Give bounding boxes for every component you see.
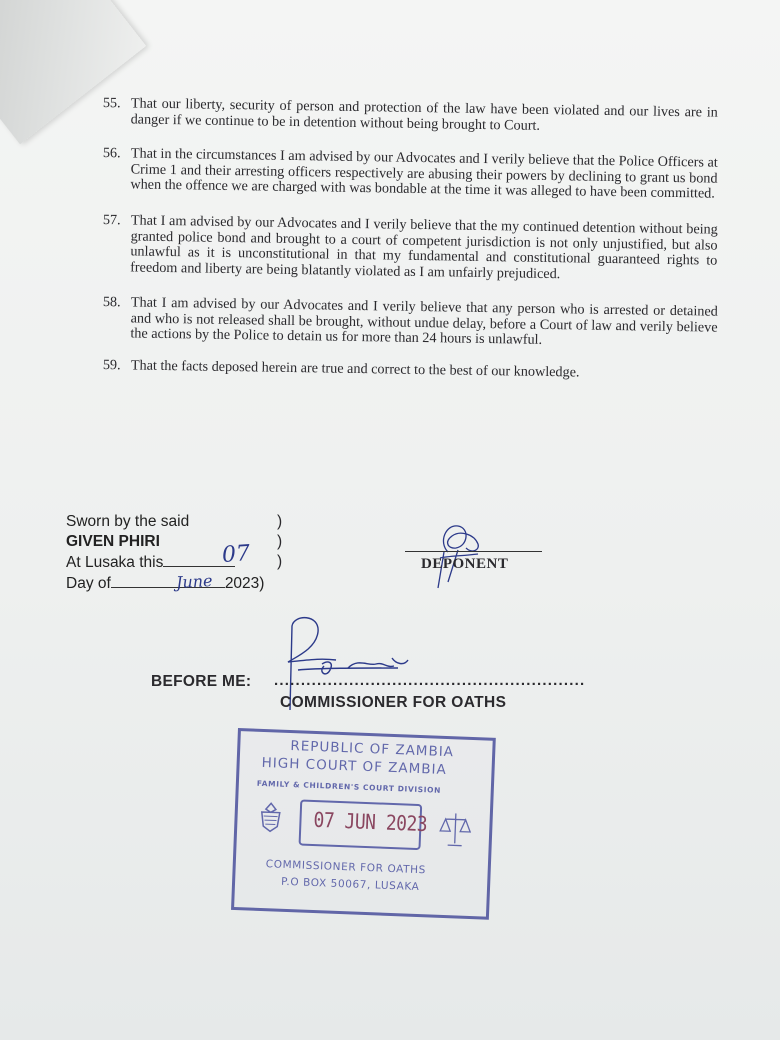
stamp-republic: REPUBLIC OF ZAMBIA	[290, 738, 455, 761]
stamp-commissioner: COMMISSIONER FOR OATHS	[265, 858, 427, 877]
paragraph-59	[103, 358, 718, 383]
jurat-day-line	[66, 573, 264, 594]
stamp-address: P.O BOX 50067, LUSAKA	[280, 875, 420, 894]
deponent-name: GIVEN PHIRI	[66, 533, 160, 550]
paragraph-text: That our liberty, security of person and protection of the law have been violated and our lives are in danger if we continue to be in detention without being brought to Court.	[130, 95, 718, 134]
paragraph-58	[102, 295, 718, 351]
deponent-signature-line	[405, 551, 542, 552]
paragraph-57	[102, 213, 718, 285]
before-me-label: BEFORE ME:	[151, 673, 252, 690]
paren: )	[277, 553, 283, 570]
jurat-day-text: Day of	[66, 575, 111, 592]
paragraph-number: 56.	[102, 145, 121, 162]
deponent-label: DEPONENT	[421, 556, 509, 572]
coat-of-arms-icon	[253, 800, 288, 835]
paragraph-number: 58.	[102, 294, 121, 311]
jurat-place-text: At Lusaka this	[66, 554, 164, 571]
paragraph-number: 59.	[102, 357, 121, 374]
paragraph-text: That I am advised by our Advocates and I verily believe that any person who is arrested or detained and who is not released shall be brought, without undue delay, before a Court of law and verily believe the actions by the Police to detain us for more than 24 hours is unlawful.	[130, 294, 718, 349]
scales-of-justice-icon	[437, 809, 475, 850]
paragraph-56	[102, 146, 718, 202]
paren: )	[277, 513, 283, 530]
commissioner-signature-line: ..........................................................	[274, 672, 586, 689]
affidavit-paragraphs	[103, 96, 718, 392]
stamp-date: 07 JUN 2023	[313, 808, 428, 837]
commissioner-label: COMMISSIONER FOR OATHS	[280, 694, 507, 711]
paragraph-text: That I am advised by our Advocates and I verily believe that the my continued detention without being granted police bond and brought to a court of competent jurisdiction is not only unjustified, but also unlawful as it is unconstitutional in that my fundamental and constitutional guaranteed rights to freedom and liberty are being blatantly violated as I am unfairly prejudiced.	[130, 212, 718, 282]
paren: )	[277, 533, 283, 550]
jurat-sworn-line: Sworn by the said	[66, 513, 190, 530]
paragraph-text: That in the circumstances I am advised by our Advocates and I verily believe that the Police Officers at Crime 1 and their arresting officers respectively are abusing their powers by declining to grant us bond when the offence we are charged with was bondable at the time it was alleged to have been committed.	[130, 145, 718, 202]
jurat-parens	[277, 512, 282, 572]
paragraph-number: 55.	[102, 95, 121, 112]
handwritten-day: 07	[221, 541, 251, 568]
stamp-high-court: HIGH COURT OF ZAMBIA	[261, 754, 448, 779]
paragraph-text: That the facts deposed herein are true and correct to the best of our knowledge.	[130, 357, 580, 381]
paragraph-55	[103, 96, 718, 137]
paragraph-number: 57.	[102, 211, 121, 229]
jurat-year: 2023)	[224, 575, 265, 592]
stamp-division: FAMILY & CHILDREN'S COURT DIVISION	[256, 778, 442, 795]
handwritten-month: June	[175, 571, 213, 592]
court-stamp	[231, 728, 496, 920]
